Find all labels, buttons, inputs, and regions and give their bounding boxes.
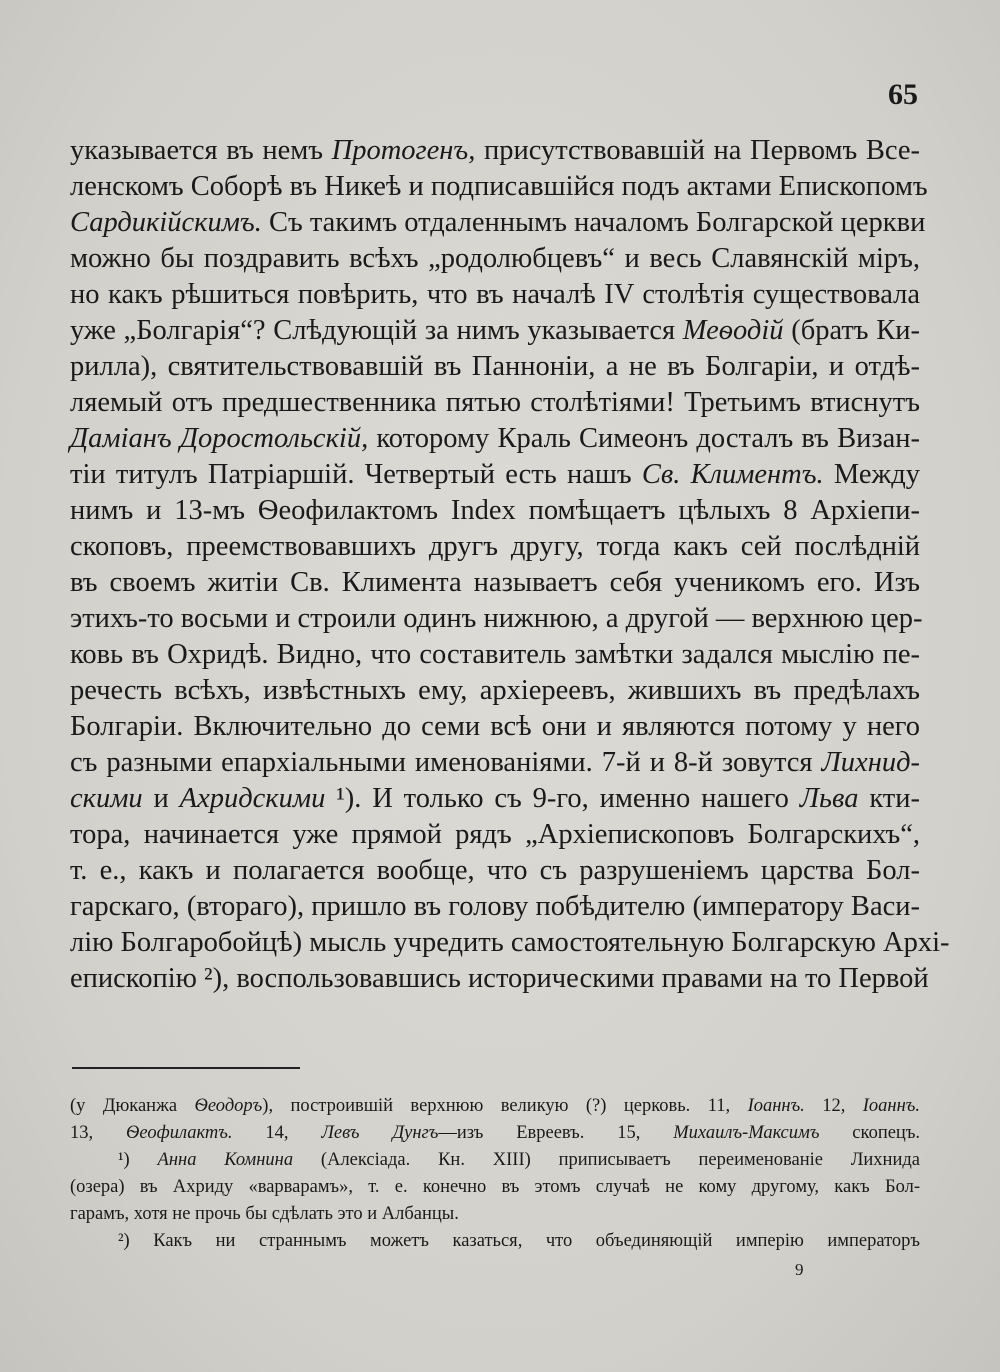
text-line xyxy=(70,781,920,817)
text-segment: можно бы поздравить всѣхъ „родолюбцевъ“ и весь Славянскій міръ, xyxy=(70,243,920,274)
italic-name-segment: Іоаннъ. xyxy=(862,1096,921,1116)
italic-name-segment: Даміанъ Доростольскій, xyxy=(70,423,369,454)
text-segment: гарскаго, (втораго), пришло въ голову побѣдителю (императору Васи- xyxy=(70,891,920,922)
text-line xyxy=(70,817,920,853)
text-segment: и xyxy=(142,783,180,814)
text-segment: съ разными епархіальными именованіями. 7-й и 8-й зовутся xyxy=(70,747,822,778)
italic-name-segment: Левъ Дунгъ xyxy=(321,1123,439,1143)
text-line xyxy=(70,205,926,241)
text-segment: въ своемъ житіи Св. Климента называетъ себя ученикомъ его. Изъ xyxy=(70,567,920,598)
text-segment: Между xyxy=(823,459,920,490)
text-segment: гарамъ, хотя не прочь бы сдѣлать это и Албанцы. xyxy=(70,1204,459,1224)
text-segment: речесть всѣхъ, извѣстныхъ ему, архіереевъ, жившихъ въ предѣлахъ xyxy=(70,675,920,706)
text-segment: (озера) въ Ахриду «варварамъ», т. е. конечно въ этомъ случаѣ не кому другому, какъ Бол- xyxy=(70,1177,920,1197)
text-segment: Болгаріи. Включительно до семи всѣ они и являются потому у него xyxy=(70,711,920,742)
text-segment: рилла), святительствовавшій въ Панноніи, а не въ Болгаріи, и отдѣ- xyxy=(70,351,920,382)
text-line xyxy=(70,277,920,313)
text-line xyxy=(70,925,950,961)
italic-name-segment: Льва xyxy=(799,783,859,814)
footnote-line xyxy=(70,1174,920,1201)
italic-name-segment: Анна Комнина xyxy=(157,1150,294,1170)
text-segment: 12, xyxy=(804,1096,863,1116)
footnotes-block xyxy=(70,1093,920,1255)
text-line xyxy=(70,853,920,889)
italic-name-segment: Св. Климентъ. xyxy=(641,459,824,490)
text-line xyxy=(70,565,920,601)
text-segment: нимъ и 13-мъ Ѳеофилактомъ Index помѣщаетъ цѣлыхъ 8 Архіепи- xyxy=(70,495,920,526)
text-line xyxy=(70,421,920,457)
text-line xyxy=(70,745,920,781)
italic-name-segment: Сардикійскимъ. xyxy=(70,207,262,238)
text-segment: Съ такимъ отдаленнымъ началомъ Болгарской церкви xyxy=(261,207,926,238)
text-segment: тіи титулъ Патріаршій. Четвертый есть нашъ xyxy=(70,459,642,490)
text-line xyxy=(70,889,920,925)
text-segment: ²) Какъ ни страннымъ можетъ казаться, что объединяющій имперію императоръ xyxy=(118,1231,920,1251)
footnote-line xyxy=(70,1120,920,1147)
text-segment: скопецъ. xyxy=(819,1123,921,1143)
text-segment: лію Болгаробойцѣ) мысль учредить самостоятельную Болгарскую Архі- xyxy=(70,927,950,958)
text-line xyxy=(70,637,920,673)
text-segment: указывается въ немъ xyxy=(70,135,332,166)
text-segment: ¹). И только съ 9-го, именно нашего xyxy=(325,783,800,814)
text-line xyxy=(70,133,920,169)
italic-name-segment: Лихнид- xyxy=(821,747,920,778)
text-segment: которому Краль Симеонъ досталъ въ Визан- xyxy=(368,423,920,454)
page-number: 65 xyxy=(888,78,918,111)
italic-name-segment: скими xyxy=(70,783,143,814)
text-segment: кти- xyxy=(858,783,920,814)
italic-name-segment: Михаилъ-Максимъ xyxy=(673,1123,820,1143)
text-segment: ковь въ Охридѣ. Видно, что составитель замѣтки задался мыслію пе- xyxy=(70,639,920,670)
text-segment: —изъ Евреевъ. 15, xyxy=(438,1123,674,1143)
footnote-separator-rule xyxy=(72,1067,300,1069)
text-line xyxy=(70,709,920,745)
italic-name-segment: Меѳодій xyxy=(682,315,784,346)
signature-mark: 9 xyxy=(795,1260,804,1279)
text-line xyxy=(70,169,928,205)
italic-name-segment: Протогенъ, xyxy=(331,135,476,166)
text-line xyxy=(70,673,920,709)
italic-name-segment: Ѳеодоръ xyxy=(194,1096,263,1116)
text-segment: т. е., какъ и полагается вообще, что съ разрушеніемъ царства Бол- xyxy=(70,855,920,886)
text-line xyxy=(70,601,923,637)
text-line xyxy=(70,385,920,421)
text-segment: присутствовавшій на Первомъ Все- xyxy=(475,135,920,166)
text-line xyxy=(70,529,920,565)
text-line xyxy=(70,457,920,493)
italic-name-segment: Іоаннъ. xyxy=(747,1096,805,1116)
text-line xyxy=(70,349,920,385)
text-segment: скоповъ, преемствовавшихъ другъ другу, тогда какъ сей послѣдній xyxy=(70,531,920,562)
text-segment: (Алексіада. Кн. XIII) приписываетъ переименованіе Лихнида xyxy=(293,1150,920,1170)
text-segment: этихъ-то восьми и строили одинъ нижнюю, а другой — верхнюю цер- xyxy=(70,603,923,634)
text-segment: (у Дюканжа xyxy=(70,1096,195,1116)
italic-name-segment: Ахридскими xyxy=(179,783,326,814)
text-segment: ляемый отъ предшественника пятью столѣтіями! Третьимъ втиснутъ xyxy=(70,387,920,418)
text-segment: (братъ Ки- xyxy=(783,315,920,346)
main-text-block xyxy=(70,133,950,997)
italic-name-segment: Ѳеофилактъ. xyxy=(126,1123,233,1143)
footnote-line xyxy=(70,1201,920,1228)
text-segment: тора, начинается уже прямой рядъ „Архіепископовъ Болгарскихъ“, xyxy=(70,819,920,850)
text-segment: 14, xyxy=(232,1123,322,1143)
text-line xyxy=(70,493,920,529)
footnote-line xyxy=(70,1147,920,1174)
footnote-line xyxy=(70,1228,920,1255)
text-line xyxy=(70,241,920,277)
text-segment: 13, xyxy=(70,1123,126,1143)
text-segment: ¹) xyxy=(118,1150,158,1170)
text-segment: ленскомъ Соборѣ въ Никеѣ и подписавшійся подъ актами Епископомъ xyxy=(70,171,928,202)
text-line xyxy=(70,313,920,349)
text-segment: уже „Болгарія“? Слѣдующій за нимъ указывается xyxy=(70,315,683,346)
text-segment: епископію ²), воспользовавшись историческими правами на то Первой xyxy=(70,963,929,994)
text-segment: но какъ рѣшиться повѣрить, что въ началѣ IV столѣтія существовала xyxy=(70,279,920,310)
text-line xyxy=(70,961,929,997)
text-segment: ), построившій верхнюю великую (?) церковь. 11, xyxy=(262,1096,748,1116)
footnote-line xyxy=(70,1093,920,1120)
